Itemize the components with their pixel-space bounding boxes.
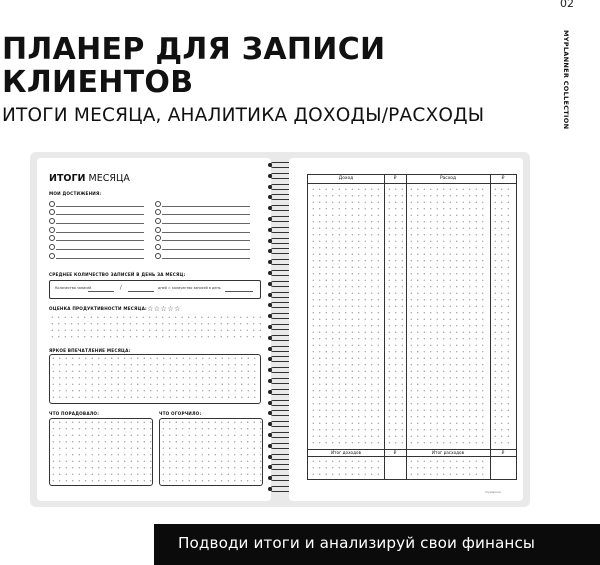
total-income-currency: ₽ xyxy=(384,450,406,457)
total-expense-header: Итог расходов xyxy=(406,450,490,457)
avg-label: СРЕДНЕЕ КОЛИЧЕСТВО ЗАПИСЕЙ В ДЕНЬ ЗА МЕСЯЦ: xyxy=(49,272,186,277)
caption-banner xyxy=(154,524,600,565)
finance-table xyxy=(307,174,517,480)
list-item xyxy=(155,216,250,225)
avg-underline-3 xyxy=(225,291,253,292)
avg-slash: / xyxy=(120,285,122,291)
list-item xyxy=(155,251,250,260)
list-item xyxy=(155,234,250,243)
column-divider xyxy=(406,175,407,479)
pleased-label: ЧТО ПОРАДОВАЛО: xyxy=(49,411,100,416)
total-income-dots xyxy=(310,458,382,478)
list-item xyxy=(49,251,144,260)
column-divider xyxy=(490,450,491,480)
total-expense-currency: ₽ xyxy=(490,450,516,457)
total-income-header: Итог доходов xyxy=(308,450,384,457)
dot-grid-productivity xyxy=(49,314,261,342)
pleased-box xyxy=(49,418,153,486)
list-item xyxy=(49,242,144,251)
list-item xyxy=(155,208,250,217)
title-rest: МЕСЯЦА xyxy=(85,173,130,184)
list-item xyxy=(49,216,144,225)
column-divider xyxy=(384,450,385,480)
right-page xyxy=(289,158,523,501)
expense-column-header: Расход xyxy=(406,175,490,184)
impression-box xyxy=(49,354,261,404)
income-currency-header: ₽ xyxy=(384,175,406,184)
left-page-title xyxy=(49,173,130,184)
caption-text: Подводи итоги и анализируй свои финансы xyxy=(178,534,535,552)
column-divider xyxy=(490,175,491,449)
left-page xyxy=(37,158,271,501)
upset-label: ЧТО ОГОРЧИЛО: xyxy=(159,411,202,416)
totals-row xyxy=(308,449,516,480)
page-number: 02 xyxy=(560,0,574,10)
impression-label: ЯРКОЕ ВПЕЧАТЛЕНИЕ МЕСЯЦА: xyxy=(49,348,131,353)
title-line-1: ПЛАНЕР ДЛЯ ЗАПИСИ xyxy=(2,32,386,67)
achievements-label: МОИ ДОСТИЖЕНИЯ: xyxy=(49,191,102,196)
expense-amount-dots xyxy=(492,186,514,446)
productivity-label: ОЦЕНКА ПРОДУКТИВНОСТИ МЕСЯЦА: xyxy=(49,306,147,311)
title-bold: ИТОГИ xyxy=(49,173,86,184)
list-item xyxy=(155,242,250,251)
title-line-2: КЛИЕНТОВ xyxy=(2,65,194,100)
list-item xyxy=(49,208,144,217)
expense-dots xyxy=(408,186,488,446)
footer-brand: myplanner xyxy=(485,490,502,494)
income-amount-dots xyxy=(386,186,404,446)
achievements-list-1 xyxy=(49,199,144,260)
upset-box xyxy=(159,418,263,486)
list-item xyxy=(155,199,250,208)
avg-underline-2 xyxy=(128,291,154,292)
list-item xyxy=(49,225,144,234)
avg-box xyxy=(49,280,261,299)
page-title xyxy=(2,33,385,99)
list-item xyxy=(49,199,144,208)
list-item xyxy=(49,234,144,243)
rating-stars: ☆☆☆☆☆ xyxy=(147,305,181,313)
income-dots xyxy=(310,186,382,446)
total-expense-dots xyxy=(408,458,488,478)
side-brand: MYPLANNER COLLECTION xyxy=(562,30,570,130)
page-subtitle: ИТОГИ МЕСЯЦА, АНАЛИТИКА ДОХОДЫ/РАСХОДЫ xyxy=(2,105,485,126)
list-item xyxy=(155,225,250,234)
avg-days-text: дней = количество записей в день xyxy=(158,286,221,290)
avg-underline-1 xyxy=(88,291,114,292)
avg-entries-text: Количество записей xyxy=(55,286,92,290)
expense-currency-header: ₽ xyxy=(490,175,516,184)
column-divider xyxy=(384,175,385,449)
achievements-list-2 xyxy=(155,199,250,260)
notebook-illustration xyxy=(30,152,530,507)
income-column-header: Доход xyxy=(308,175,384,184)
